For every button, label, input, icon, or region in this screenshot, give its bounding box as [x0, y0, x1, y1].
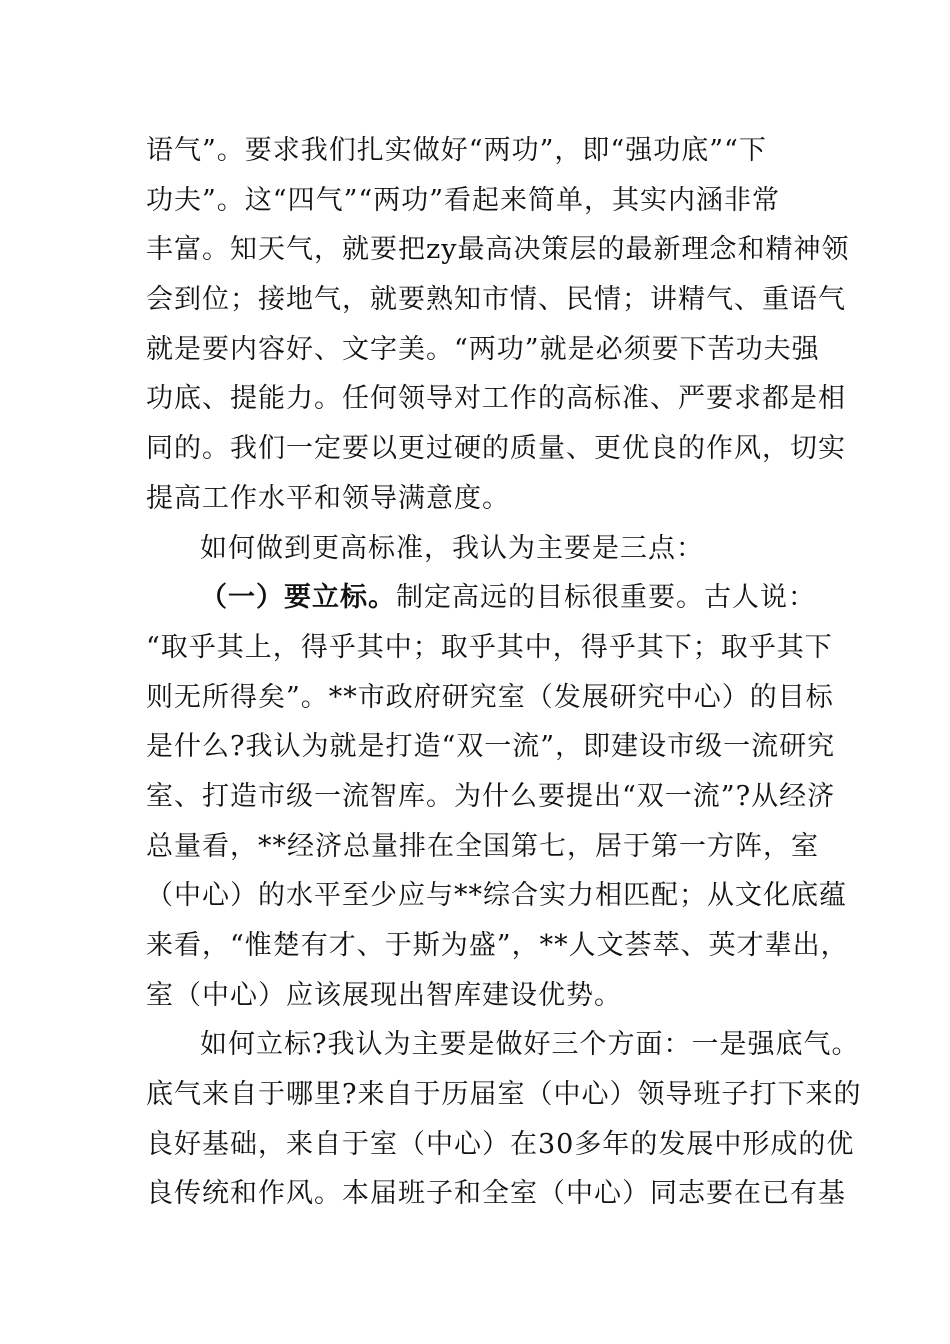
text-line: 室、打造市级一流智库。为什么要提出“双一流”?从经济: [146, 780, 836, 812]
text-line: 室（中心）应该展现出智库建设优势。: [146, 979, 622, 1011]
text-line: “取乎其上，得乎其中；取乎其中，得乎其下；取乎其下: [146, 631, 833, 663]
text-line: 会到位；接地气，就要熟知市情、民情；讲精气、重语气: [146, 284, 846, 316]
text-line: （中心）的水平至少应与**综合实力相匹配；从文化底蕴: [146, 880, 847, 912]
text-line: 语气”。要求我们扎实做好“两功”，即“强功底”“下: [146, 135, 767, 166]
section-heading-line: [146, 573, 826, 623]
text-line: 来看，“惟楚有才、于斯为盛”，**人文荟萃、英才辈出，: [146, 930, 849, 961]
text-line: 功底、提能力。任何领导对工作的高标准、严要求都是相: [146, 383, 846, 415]
document-body: [146, 126, 862, 1219]
text-line: 底气来自于哪里?来自于历届室（中心）领导班子打下来的: [146, 1079, 862, 1111]
paragraph-start-line: 如何做到更高标准，我认为主要是三点：: [200, 532, 704, 564]
text-line: 就是要内容好、文字美。“两功”就是必须要下苦功夫强: [146, 333, 820, 365]
text-line: 提高工作水平和领导满意度。: [146, 482, 510, 514]
text-line: 丰富。知天气，就要把zy最高决策层的最新理念和精神领: [146, 234, 850, 266]
text-line: 则无所得矣”。**市政府研究室（发展研究中心）的目标: [146, 681, 834, 713]
section-heading: （一）要立标。: [200, 582, 396, 614]
text-line: 总量看，**经济总量排在全国第七，居于第一方阵，室: [146, 830, 819, 862]
paragraph-start-line: 如何立标?我认为主要是做好三个方面：一是强底气。: [200, 1029, 860, 1061]
text-line: 功夫”。这“四气”“两功”看起来简单，其实内涵非常: [146, 184, 781, 216]
section-heading-text: 制定高远的目标很重要。古人说：: [396, 582, 816, 614]
text-line: 良好基础，来自于室（中心）在30多年的发展中形成的优: [146, 1128, 855, 1160]
text-line: 同的。我们一定要以更过硬的质量、更优良的作风，切实: [146, 433, 846, 465]
text-line: 良传统和作风。本届班子和全室（中心）同志要在已有基: [146, 1178, 846, 1210]
text-line: 是什么?我认为就是打造“双一流”，即建设市级一流研究: [146, 731, 836, 763]
